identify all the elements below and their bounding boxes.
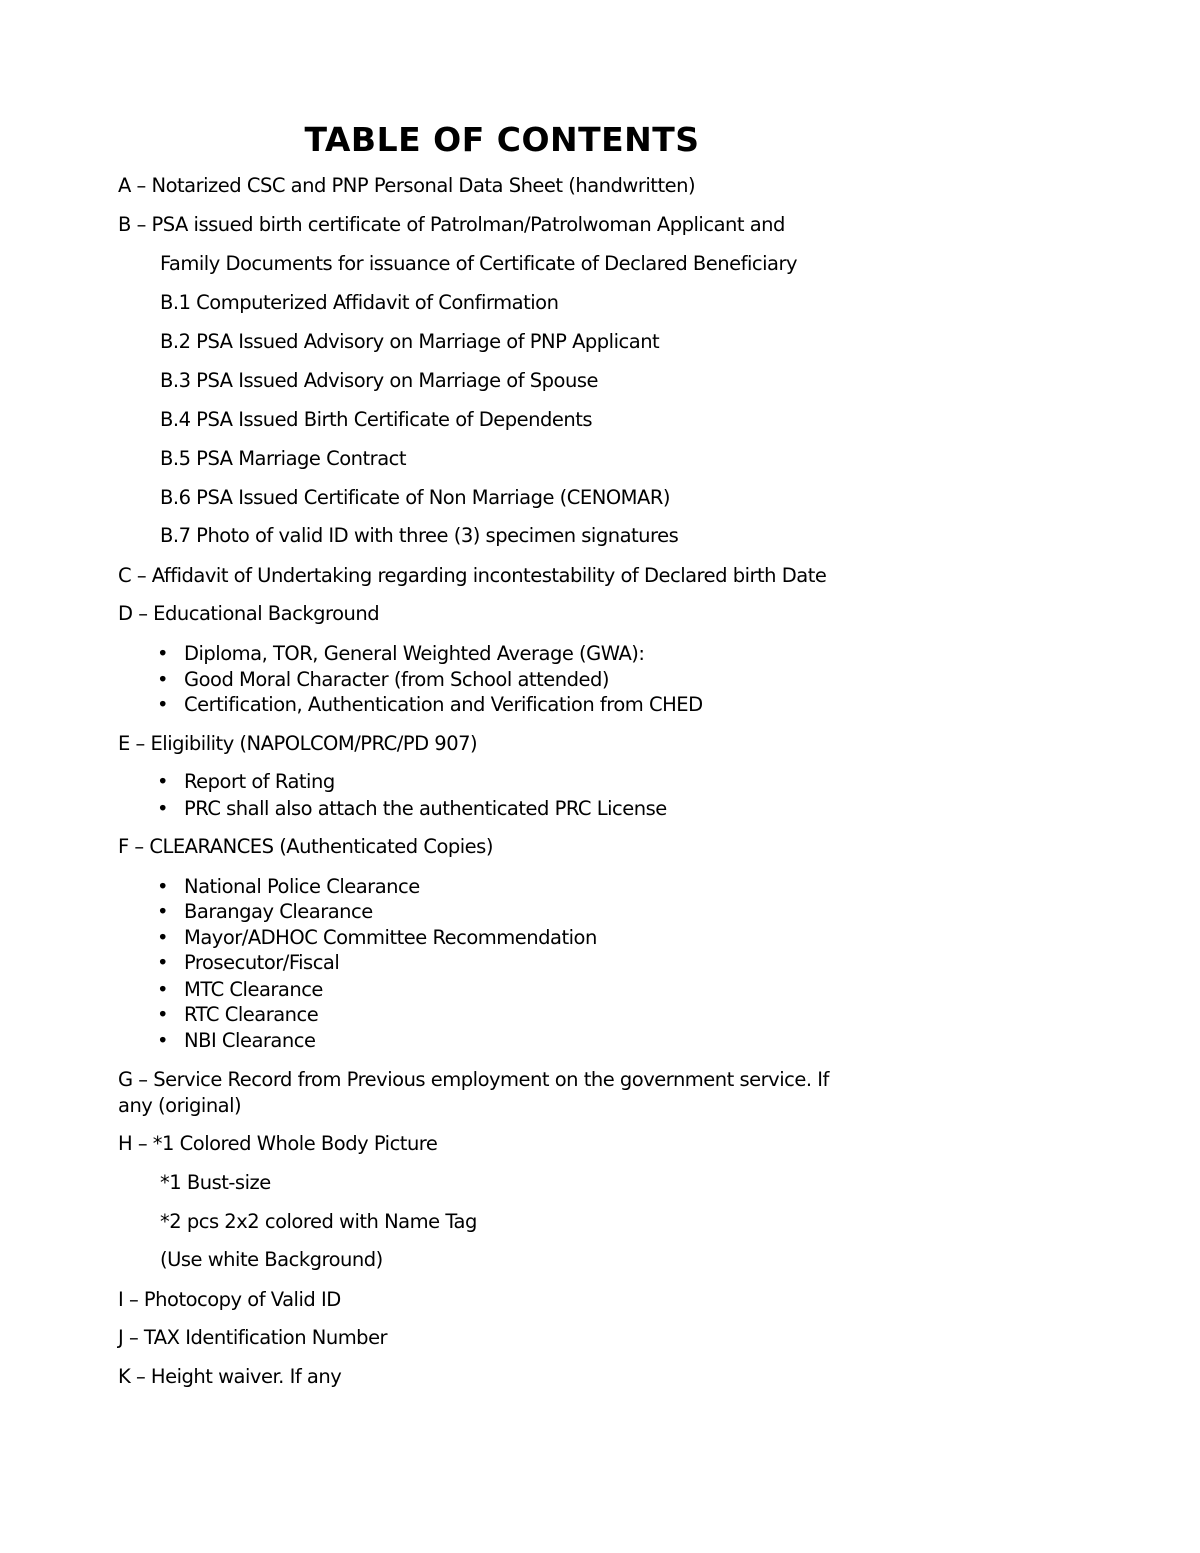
list-item: • Good Moral Character (from School attended) — [184, 668, 609, 692]
toc-entry-b2: B.2 PSA Issued Advisory on Marriage of PNP Applicant — [160, 330, 660, 353]
toc-entry-b-continued: Family Documents for issuance of Certificate of Declared Beneficiary — [160, 252, 798, 275]
list-item: • Diploma, TOR, General Weighted Average (GWA): — [184, 642, 645, 666]
list-item: • NBI Clearance — [184, 1029, 315, 1053]
toc-entry-b5: B.5 PSA Marriage Contract — [160, 447, 407, 470]
list-item: • Barangay Clearance — [184, 900, 373, 924]
toc-entry-h3: (Use white Background) — [160, 1248, 383, 1271]
list-item: • MTC Clearance — [184, 978, 323, 1002]
toc-entry-h2: *2 pcs 2x2 colored with Name Tag — [160, 1210, 477, 1233]
toc-entry-e: E – Eligibility (NAPOLCOM/PRC/PD 907) — [118, 732, 478, 755]
toc-entry-b: B – PSA issued birth certificate of Patrolman/Patrolwoman Applicant and — [118, 213, 785, 236]
toc-entry-d: D – Educational Background — [118, 602, 380, 625]
page-title: TABLE OF CONTENTS — [304, 120, 700, 159]
toc-entry-i: I – Photocopy of Valid ID — [118, 1288, 341, 1311]
list-item: • Mayor/ADHOC Committee Recommendation — [184, 926, 597, 950]
toc-entry-k: K – Height waiver. If any — [118, 1365, 342, 1388]
list-item: • Report of Rating — [184, 770, 335, 794]
list-item: • PRC shall also attach the authenticated PRC License — [184, 797, 667, 821]
toc-entry-b3: B.3 PSA Issued Advisory on Marriage of Spouse — [160, 369, 598, 392]
list-item: • National Police Clearance — [184, 875, 420, 899]
toc-entry-j: J – TAX Identification Number — [118, 1326, 388, 1349]
toc-entry-b7: B.7 Photo of valid ID with three (3) specimen signatures — [160, 524, 679, 547]
toc-entry-b6: B.6 PSA Issued Certificate of Non Marriage (CENOMAR) — [160, 486, 670, 509]
toc-entry-b4: B.4 PSA Issued Birth Certificate of Dependents — [160, 408, 593, 431]
toc-entry-h: H – *1 Colored Whole Body Picture — [118, 1132, 438, 1155]
toc-entry-f: F – CLEARANCES (Authenticated Copies) — [118, 835, 493, 858]
toc-entry-g: G – Service Record from Previous employment on the government service. If — [118, 1068, 829, 1091]
list-item: • Prosecutor/Fiscal — [184, 951, 339, 975]
toc-entry-c: C – Affidavit of Undertaking regarding incontestability of Declared birth Date — [118, 564, 827, 587]
list-item: • RTC Clearance — [184, 1003, 318, 1027]
toc-entry-a: A – Notarized CSC and PNP Personal Data Sheet (handwritten) — [118, 174, 696, 197]
list-item: • Certification, Authentication and Verification from CHED — [184, 693, 703, 717]
toc-entry-h1: *1 Bust-size — [160, 1171, 271, 1194]
toc-entry-g-continued: any (original) — [118, 1094, 242, 1117]
toc-entry-b1: B.1 Computerized Affidavit of Confirmation — [160, 291, 559, 314]
